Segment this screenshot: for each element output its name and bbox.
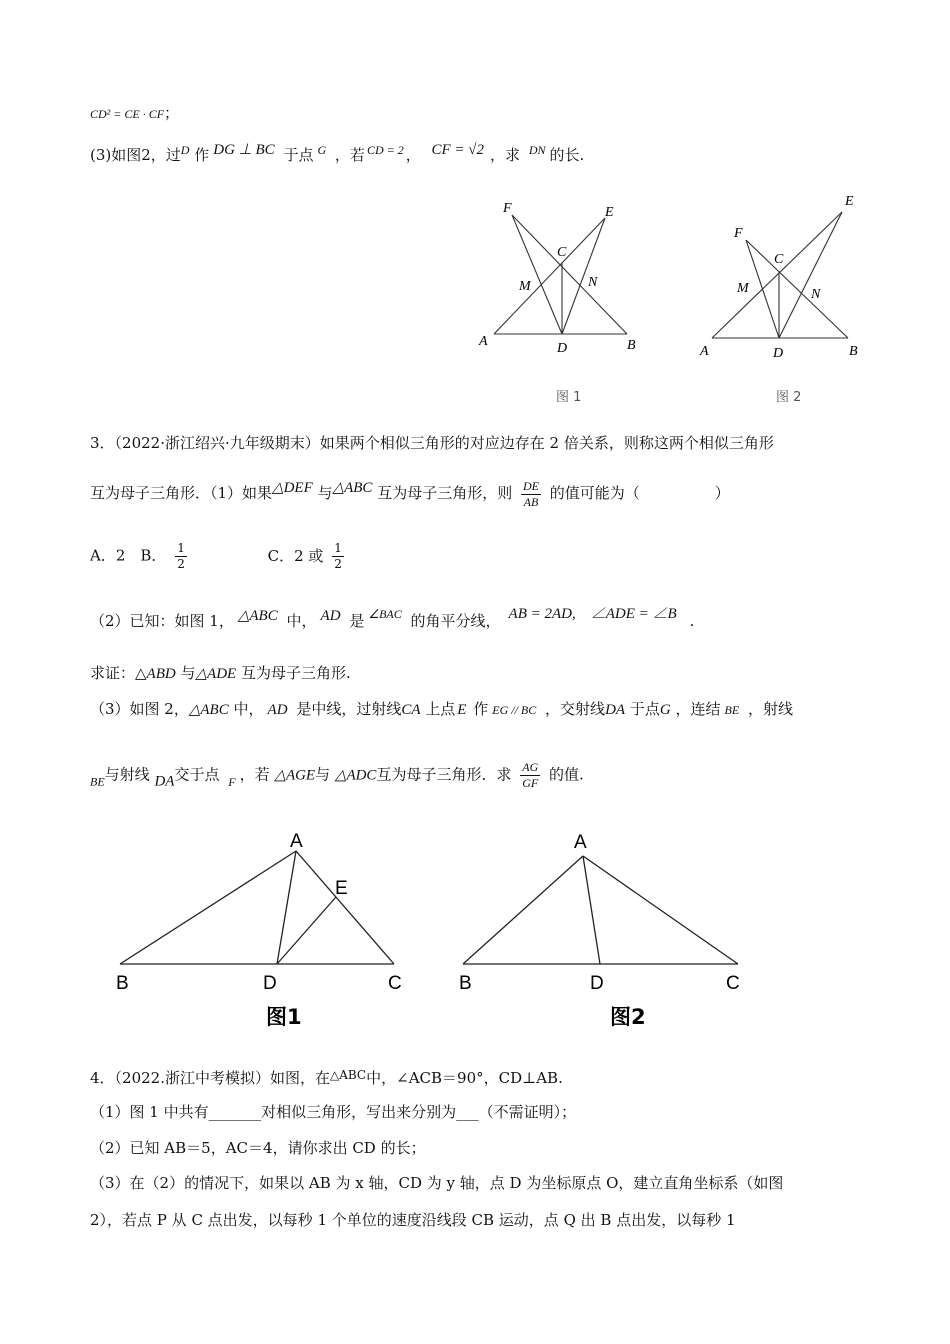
- q4-line-5: 2），若点 P 从 C 点出发，以每秒 1 个单位的速度沿线段 CB 运动，点 Q 出 B 点出发，以每秒 1: [90, 1211, 736, 1229]
- q3-fig1-caption: 图1: [266, 1005, 302, 1029]
- q3-fig2-caption: 图2: [610, 1005, 646, 1029]
- fig1-label-D: D: [557, 341, 568, 356]
- q3-fig1-label-B: B: [116, 973, 129, 994]
- fig2-label-B: B: [849, 344, 858, 359]
- q3-figures: [0, 820, 950, 1040]
- figure-1-labels: [478, 201, 636, 356]
- figure-2-lines: [712, 212, 848, 338]
- q3-fig1-label-E: E: [335, 878, 348, 899]
- fraction-half-c: $\frac{1}{2}$: [334, 541, 342, 571]
- figure-1-lines: [494, 215, 627, 334]
- q3-fig2-labels: [459, 832, 740, 994]
- fig2-label-A: A: [700, 344, 709, 359]
- fig2-label-D: D: [773, 346, 784, 361]
- q3-fig2-label-C: C: [726, 973, 740, 994]
- q3-fig1-label-A: A: [290, 831, 303, 852]
- fig1-label-B: B: [627, 338, 636, 353]
- fig1-caption: 图 1: [556, 390, 582, 405]
- q3-fig2-lines: [463, 856, 738, 964]
- q3-options: A．2 B． $\frac{1}{2}$ C．2 或 $\frac{1}{2}$: [90, 541, 342, 571]
- fig1-label-E: E: [605, 205, 614, 220]
- q4-line-3: （2）已知 AB＝5，AC＝4，请你求出 CD 的长；: [90, 1139, 426, 1157]
- fig2-label-M: M: [737, 281, 749, 296]
- fig2-caption: 图 2: [776, 390, 802, 405]
- q3-part-3: （3）如图 2，△ABC 中， AD 是中线，过射线CA 上点 E 作 EG // BC ，交射线DA 于点G ，连结 BE ，射线: [90, 700, 793, 718]
- fig2-label-N: N: [811, 287, 821, 302]
- fig1-label-M: M: [519, 279, 531, 294]
- q3-part-2: （2）已知：如图 1， △ABC 中， AD 是 $^{\angle BAC}$ 的角平分线， AB = 2AD, ∠ADE = ∠B .: [90, 606, 695, 630]
- q4-line-4: （3）在（2）的情况下，如果以 AB 为 x 轴，CD 为 y 轴，点 D 为坐标原点 O，建立直角坐标系（如图: [90, 1174, 784, 1192]
- p2-equation-line: CD² = CE · CF；: [90, 104, 180, 122]
- fig2-label-F: F: [734, 226, 743, 241]
- fig1-label-C: C: [557, 245, 567, 260]
- fraction-ag-gf: $\frac{AG}{GF}$: [522, 760, 539, 790]
- fraction-half-b: $\frac{1}{2}$: [177, 541, 185, 571]
- top-figures: [0, 185, 950, 415]
- q3-part-3-cont: $_{BE}$与射线 DA交于点 $_F$ ，若 △AGE与 △ADC互为母子三角形．求 $\frac{AG}{GF}$ 的值.: [90, 760, 584, 790]
- fig1-label-F: F: [503, 201, 512, 216]
- q3-fig2-label-B: B: [459, 973, 472, 994]
- fig1-label-N: N: [588, 275, 598, 290]
- q3-fig2-label-A: A: [574, 832, 587, 853]
- q3-line-2: 互为母子三角形．（1）如果△DEF 与△ABC 互为母子三角形，则 $\frac{DE}{AB}$ 的值可能为（ ）: [90, 478, 730, 509]
- fig1-label-A: A: [479, 334, 488, 349]
- q3-fig1-lines: [120, 851, 394, 964]
- fig2-label-C: C: [774, 252, 784, 267]
- q3-fig1-label-D: D: [263, 973, 277, 994]
- q4-line-2: （1）图 1 中共有_______对相似三角形，写出来分别为___（不需证明）；: [90, 1103, 577, 1121]
- p2-eq: CD² = CE · CF: [90, 107, 165, 121]
- q3-fig1-label-C: C: [388, 973, 402, 994]
- q3-fig1-labels: [116, 831, 402, 994]
- fig2-label-E: E: [845, 194, 854, 209]
- q3-prove: 求证：△ABD 与△ADE 互为母子三角形.: [90, 664, 351, 682]
- q4-line-1: 4．（2022.浙江中考模拟）如图，在$^{\triangle ABC}$中，∠ACB＝90°，CD⊥AB.: [90, 1068, 563, 1087]
- q3-fig2-label-D: D: [590, 973, 604, 994]
- p2-question-3: (3)如图2，过$^D$ 作 DG ⊥ BC 于点 $^G$ ，若 $^{CD = 2}$ ， CF = √2 ，求 $^{DN}$ 的长.: [90, 142, 585, 164]
- q3-line-1: 3．（2022·浙江绍兴·九年级期末）如果两个相似三角形的对应边存在 2 倍关系，则称这两个相似三角形: [90, 434, 774, 452]
- fraction-de-ab: $\frac{DE}{AB}$: [523, 478, 539, 509]
